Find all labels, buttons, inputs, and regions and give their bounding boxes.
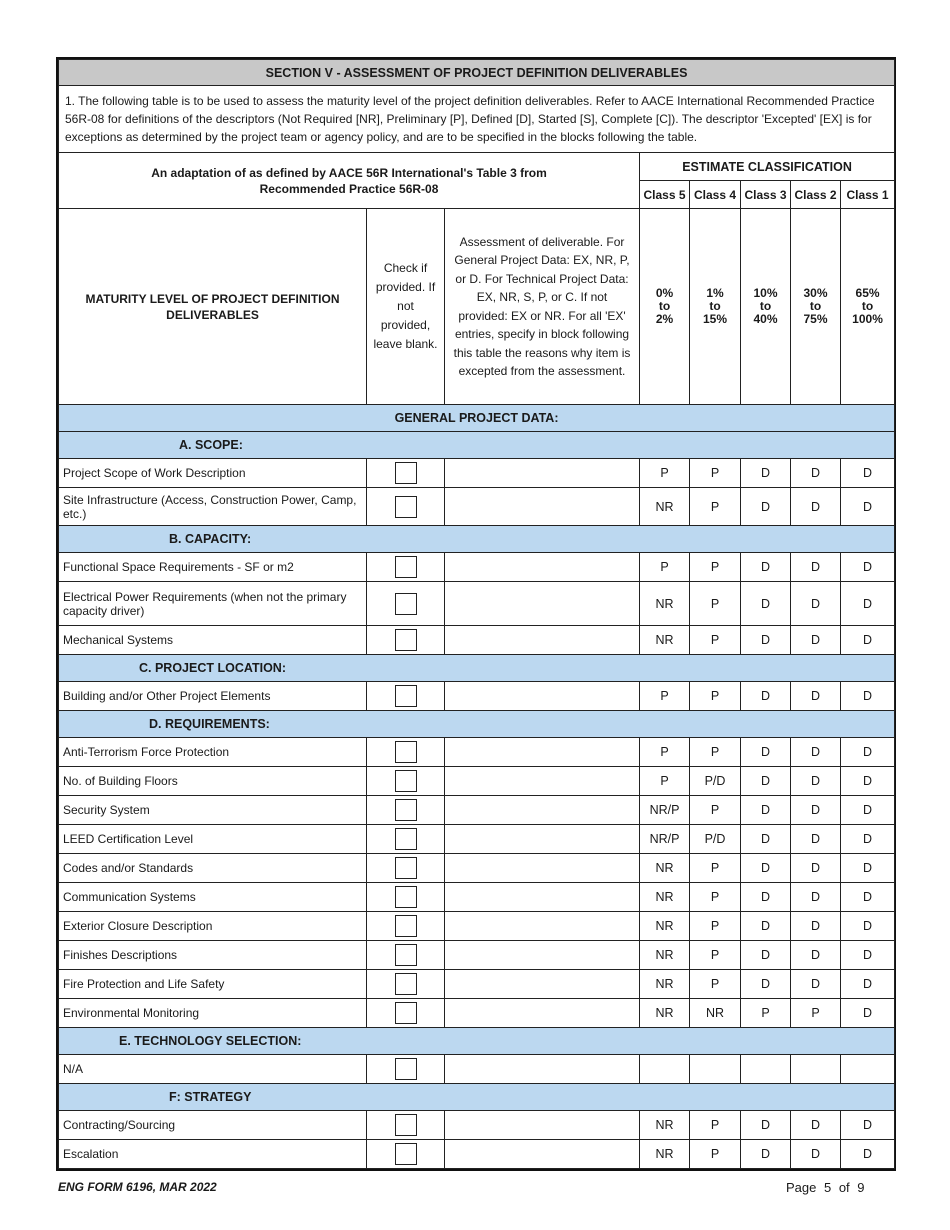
class-2-value: D — [791, 970, 841, 999]
assessment-input[interactable] — [445, 1055, 640, 1084]
class-5-header: Class 5 — [640, 181, 690, 209]
provided-checkbox[interactable] — [395, 462, 417, 484]
assessment-input[interactable] — [445, 767, 640, 796]
deliverable-label: Codes and/or Standards — [59, 854, 367, 883]
group-header: A. SCOPE: — [59, 432, 895, 459]
class-1-value: D — [841, 738, 895, 767]
assessment-input[interactable] — [445, 738, 640, 767]
class-3-value: D — [741, 825, 791, 854]
provided-cell — [367, 999, 445, 1028]
deliverable-row — [59, 1111, 895, 1140]
class-2-value: D — [791, 1140, 841, 1169]
deliverable-label: Communication Systems — [59, 883, 367, 912]
class-3-value: D — [741, 941, 791, 970]
assessment-input[interactable] — [445, 488, 640, 526]
deliverable-label: Project Scope of Work Description — [59, 459, 367, 488]
deliverable-row — [59, 767, 895, 796]
section-title: SECTION V - ASSESSMENT OF PROJECT DEFINITION DELIVERABLES — [59, 60, 895, 86]
class-4-value: P — [690, 970, 741, 999]
class-5-value: P — [640, 767, 690, 796]
class-2-value: D — [791, 941, 841, 970]
deliverable-row — [59, 738, 895, 767]
assessment-input[interactable] — [445, 1140, 640, 1169]
deliverable-label: Mechanical Systems — [59, 626, 367, 655]
provided-checkbox[interactable] — [395, 1058, 417, 1080]
class-4-value: P — [690, 1111, 741, 1140]
assessment-input[interactable] — [445, 883, 640, 912]
class-1-value: D — [841, 488, 895, 526]
class-4-value — [690, 1055, 741, 1084]
class-4-value: P — [690, 682, 741, 711]
deliverable-label: Electrical Power Requirements (when not the primary capacity driver) — [59, 582, 367, 626]
class-2-value: D — [791, 738, 841, 767]
class-2-value: D — [791, 825, 841, 854]
provided-checkbox[interactable] — [395, 770, 417, 792]
class-3-value: D — [741, 883, 791, 912]
class-3-value: D — [741, 796, 791, 825]
assessment-table — [58, 59, 895, 1169]
class-5-value: P — [640, 682, 690, 711]
class-3-value: P — [741, 999, 791, 1028]
assessment-input[interactable] — [445, 682, 640, 711]
provided-checkbox[interactable] — [395, 1002, 417, 1024]
provided-cell — [367, 1140, 445, 1169]
class-1-value: D — [841, 912, 895, 941]
deliverable-label: Environmental Monitoring — [59, 999, 367, 1028]
class-3-value: D — [741, 582, 791, 626]
provided-cell — [367, 912, 445, 941]
class-4-value: P — [690, 738, 741, 767]
assessment-input[interactable] — [445, 582, 640, 626]
deliverable-row — [59, 883, 895, 912]
class-1-value: D — [841, 459, 895, 488]
provided-checkbox[interactable] — [395, 944, 417, 966]
group-header: B. CAPACITY: — [59, 526, 895, 553]
class-5-value: P — [640, 738, 690, 767]
deliverable-row — [59, 1140, 895, 1169]
class-1-value: D — [841, 796, 895, 825]
deliverable-label: Contracting/Sourcing — [59, 1111, 367, 1140]
class-4-value: P — [690, 1140, 741, 1169]
class-4-value: P — [690, 553, 741, 582]
deliverable-row — [59, 970, 895, 999]
provided-cell — [367, 459, 445, 488]
deliverable-label: Functional Space Requirements - SF or m2 — [59, 553, 367, 582]
class-5-value: NR — [640, 941, 690, 970]
class-3-value: D — [741, 553, 791, 582]
class-1-value: D — [841, 553, 895, 582]
provided-checkbox[interactable] — [395, 973, 417, 995]
provided-checkbox[interactable] — [395, 1143, 417, 1165]
class-2-value: D — [791, 883, 841, 912]
deliverable-row — [59, 941, 895, 970]
assessment-input[interactable] — [445, 912, 640, 941]
assessment-input[interactable] — [445, 825, 640, 854]
class-3-value: D — [741, 682, 791, 711]
class-3-value: D — [741, 459, 791, 488]
provided-checkbox[interactable] — [395, 556, 417, 578]
class-5-value: NR — [640, 912, 690, 941]
class-5-value: NR — [640, 488, 690, 526]
class-4-header: Class 4 — [690, 181, 741, 209]
deliverable-label: Anti-Terrorism Force Protection — [59, 738, 367, 767]
assessment-input[interactable] — [445, 970, 640, 999]
provided-checkbox[interactable] — [395, 828, 417, 850]
deliverable-row — [59, 912, 895, 941]
provided-cell — [367, 488, 445, 526]
deliverable-row — [59, 854, 895, 883]
provided-cell — [367, 738, 445, 767]
class-1-value: D — [841, 767, 895, 796]
class-3-value — [741, 1055, 791, 1084]
class-1-header: Class 1 — [841, 181, 895, 209]
provided-checkbox[interactable] — [395, 799, 417, 821]
deliverable-label: Escalation — [59, 1140, 367, 1169]
class-3-value: D — [741, 767, 791, 796]
class-4-value: P/D — [690, 825, 741, 854]
group-header: C. PROJECT LOCATION: — [59, 655, 895, 682]
provided-checkbox[interactable] — [395, 915, 417, 937]
class-2-value: D — [791, 459, 841, 488]
class-2-value: D — [791, 796, 841, 825]
class-2-value: D — [791, 854, 841, 883]
class-1-value: D — [841, 1111, 895, 1140]
provided-cell — [367, 767, 445, 796]
provided-checkbox[interactable] — [395, 496, 417, 518]
deliverable-row — [59, 488, 895, 526]
range-class-4: 1% to 15% — [690, 209, 741, 405]
class-5-value: P — [640, 553, 690, 582]
class-3-header: Class 3 — [741, 181, 791, 209]
class-4-value: P/D — [690, 767, 741, 796]
class-1-value: D — [841, 883, 895, 912]
class-3-value: D — [741, 854, 791, 883]
deliverable-label: Security System — [59, 796, 367, 825]
deliverable-row — [59, 796, 895, 825]
class-1-value: D — [841, 582, 895, 626]
class-5-value: NR — [640, 1111, 690, 1140]
range-class-3: 10% to 40% — [741, 209, 791, 405]
deliverable-row — [59, 1055, 895, 1084]
provided-cell — [367, 825, 445, 854]
class-1-value: D — [841, 1140, 895, 1169]
class-4-value: P — [690, 488, 741, 526]
class-4-value: P — [690, 912, 741, 941]
class-4-value: P — [690, 626, 741, 655]
deliverable-row — [59, 825, 895, 854]
class-3-value: D — [741, 1111, 791, 1140]
class-3-value: D — [741, 1140, 791, 1169]
deliverable-label: No. of Building Floors — [59, 767, 367, 796]
range-class-2: 30% to 75% — [791, 209, 841, 405]
form-number: ENG FORM 6196, MAR 2022 — [58, 1180, 217, 1194]
deliverable-row — [59, 459, 895, 488]
provided-cell — [367, 582, 445, 626]
provided-cell — [367, 626, 445, 655]
provided-cell — [367, 553, 445, 582]
provided-cell — [367, 970, 445, 999]
class-1-value: D — [841, 854, 895, 883]
group-header: D. REQUIREMENTS: — [59, 711, 895, 738]
assessment-input[interactable] — [445, 553, 640, 582]
class-2-value — [791, 1055, 841, 1084]
assessment-input[interactable] — [445, 459, 640, 488]
assessment-input[interactable] — [445, 941, 640, 970]
class-1-value: D — [841, 682, 895, 711]
class-1-value — [841, 1055, 895, 1084]
intro-text: 1. The following table is to be used to assess the maturity level of the project definition deliverables. Refer to AACE International Recommended Practice 56R-08 for definitions of the descriptors (Not Required [NR], Preliminary [P], Defined [D], Started [S], Complete [C]). The descriptor 'Excepted' [EX] is for exceptions as determined by the project team or agency policy, and are to be specified in the blocks following the table. — [59, 86, 895, 153]
provided-cell — [367, 883, 445, 912]
class-5-value: NR/P — [640, 825, 690, 854]
provided-cell — [367, 941, 445, 970]
class-5-value: NR — [640, 883, 690, 912]
deliverable-row — [59, 582, 895, 626]
deliverable-label: Finishes Descriptions — [59, 941, 367, 970]
class-1-value: D — [841, 941, 895, 970]
group-header: E. TECHNOLOGY SELECTION: — [59, 1028, 895, 1055]
class-4-value: P — [690, 854, 741, 883]
class-4-value: P — [690, 459, 741, 488]
assessment-input[interactable] — [445, 854, 640, 883]
check-provided-header: Check if provided. If not provided, leave blank. — [367, 209, 445, 405]
class-1-value: D — [841, 999, 895, 1028]
class-2-value: D — [791, 912, 841, 941]
class-5-value: NR — [640, 999, 690, 1028]
class-5-value: NR — [640, 582, 690, 626]
class-1-value: D — [841, 970, 895, 999]
class-5-value — [640, 1055, 690, 1084]
assessment-input[interactable] — [445, 626, 640, 655]
provided-checkbox[interactable] — [395, 886, 417, 908]
maturity-level-header: MATURITY LEVEL OF PROJECT DEFINITION DELIVERABLES — [59, 209, 367, 405]
provided-checkbox[interactable] — [395, 1114, 417, 1136]
range-class-5: 0% to 2% — [640, 209, 690, 405]
class-3-value: D — [741, 488, 791, 526]
deliverable-label: Fire Protection and Life Safety — [59, 970, 367, 999]
class-2-value: D — [791, 553, 841, 582]
assessment-input[interactable] — [445, 999, 640, 1028]
class-2-value: D — [791, 767, 841, 796]
class-2-value: D — [791, 488, 841, 526]
class-4-value: NR — [690, 999, 741, 1028]
provided-checkbox[interactable] — [395, 685, 417, 707]
deliverable-label: LEED Certification Level — [59, 825, 367, 854]
deliverable-label: Exterior Closure Description — [59, 912, 367, 941]
class-4-value: P — [690, 941, 741, 970]
class-1-value: D — [841, 825, 895, 854]
class-5-value: NR — [640, 1140, 690, 1169]
provided-checkbox[interactable] — [395, 629, 417, 651]
provided-cell — [367, 1055, 445, 1084]
class-5-value: NR — [640, 970, 690, 999]
assessment-form — [56, 57, 896, 1171]
class-5-value: NR — [640, 854, 690, 883]
class-2-value: D — [791, 1111, 841, 1140]
provided-checkbox[interactable] — [395, 857, 417, 879]
deliverable-label: N/A — [59, 1055, 367, 1084]
class-2-value: D — [791, 682, 841, 711]
deliverable-row — [59, 553, 895, 582]
group-header: F: STRATEGY — [59, 1084, 895, 1111]
range-class-1: 65% to 100% — [841, 209, 895, 405]
provided-cell — [367, 1111, 445, 1140]
assessment-header: Assessment of deliverable. For General Project Data: EX, NR, P, or D. For Technical Project Data: EX, NR, S, P, or C. If not provided: EX or NR. For all 'EX' entries, specify in block following this table the reasons why item is excepted from the assessment. — [445, 209, 640, 405]
estimate-classification-header: ESTIMATE CLASSIFICATION — [640, 153, 895, 181]
deliverable-label: Building and/or Other Project Elements — [59, 682, 367, 711]
class-3-value: D — [741, 738, 791, 767]
class-2-value: P — [791, 999, 841, 1028]
page-number: Page 5 of 9 — [786, 1180, 865, 1195]
class-2-value: D — [791, 626, 841, 655]
adaptation-header: An adaptation of as defined by AACE 56R International's Table 3 from Recommended Practice 56R-08 — [59, 153, 640, 209]
class-4-value: P — [690, 883, 741, 912]
deliverable-row — [59, 999, 895, 1028]
general-project-data-header: GENERAL PROJECT DATA: — [59, 405, 895, 432]
provided-checkbox[interactable] — [395, 741, 417, 763]
class-5-value: P — [640, 459, 690, 488]
class-4-value: P — [690, 582, 741, 626]
assessment-input[interactable] — [445, 796, 640, 825]
provided-checkbox[interactable] — [395, 593, 417, 615]
provided-cell — [367, 682, 445, 711]
class-2-header: Class 2 — [791, 181, 841, 209]
class-3-value: D — [741, 626, 791, 655]
class-3-value: D — [741, 970, 791, 999]
class-4-value: P — [690, 796, 741, 825]
class-5-value: NR — [640, 626, 690, 655]
deliverable-label: Site Infrastructure (Access, Construction Power, Camp, etc.) — [59, 488, 367, 526]
assessment-input[interactable] — [445, 1111, 640, 1140]
class-3-value: D — [741, 912, 791, 941]
class-2-value: D — [791, 582, 841, 626]
provided-cell — [367, 854, 445, 883]
deliverable-row — [59, 682, 895, 711]
deliverable-row — [59, 626, 895, 655]
class-5-value: NR/P — [640, 796, 690, 825]
provided-cell — [367, 796, 445, 825]
class-1-value: D — [841, 626, 895, 655]
